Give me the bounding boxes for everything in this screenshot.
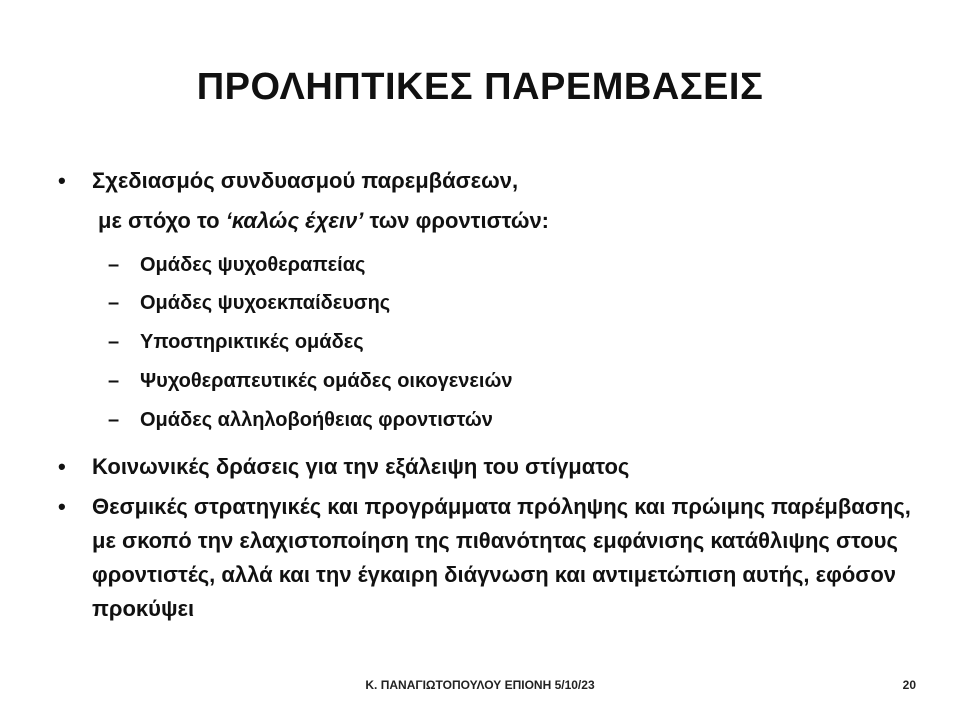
sub-item-2-text: Ομάδες ψυχοεκπαίδευσης [140,292,391,314]
bullet-dot: • [58,168,66,193]
bullet-dot: • [58,454,66,479]
bullet-3-text: Θεσμικές στρατηγικές και προγράμματα πρόληψης και πρώιμης παρέμβασης, με σκοπό την ελαχιστοποίηση της πιθανότητας εμφάνισης κατάθλιψης στους φροντιστές, αλλά και την έγκαιρη διάγνωση και αντιμετώπιση αυτής, εφόσον προκύψει [92,494,911,621]
sub-item-1-text: Ομάδες ψυχοθεραπείας [140,254,366,276]
continuation-part-b: των φροντιστών: [363,208,550,233]
bullet-1-continuation-text [98,204,549,238]
dash-marker: – [108,370,120,392]
dash-marker: – [108,254,120,276]
sub-item-3-text: Υποστηρικτικές ομάδες [140,331,364,353]
bullet-dot: • [58,494,66,519]
italic-phrase: ‘καλώς έχειν’ [225,208,364,233]
page-number: 20 [902,678,916,692]
footer-author-date: Κ. ΠΑΝΑΓΙΩΤΟΠΟΥΛΟΥ ΕΠΙΟΝΗ 5/10/23 [365,678,595,692]
continuation-part-a: με στόχο το [98,208,226,233]
dash-marker: – [108,331,120,353]
dash-marker: – [108,292,120,314]
dash-marker: – [108,409,120,431]
sub-item-5-text: Ομάδες αλληλοβοήθειας φροντιστών [140,409,493,431]
slide-title: ΠΡΟΛΗΠΤΙΚΕΣ ΠΑΡΕΜΒΑΣΕΙΣ [196,66,764,108]
sub-item-4-text: Ψυχοθεραπευτικές ομάδες οικογενειών [140,370,513,392]
bullet-2-text: Κοινωνικές δράσεις για την εξάλειψη του στίγματος [92,454,630,479]
bullet-1-text: Σχεδιασμός συνδυασμού παρεμβάσεων, [92,168,519,193]
